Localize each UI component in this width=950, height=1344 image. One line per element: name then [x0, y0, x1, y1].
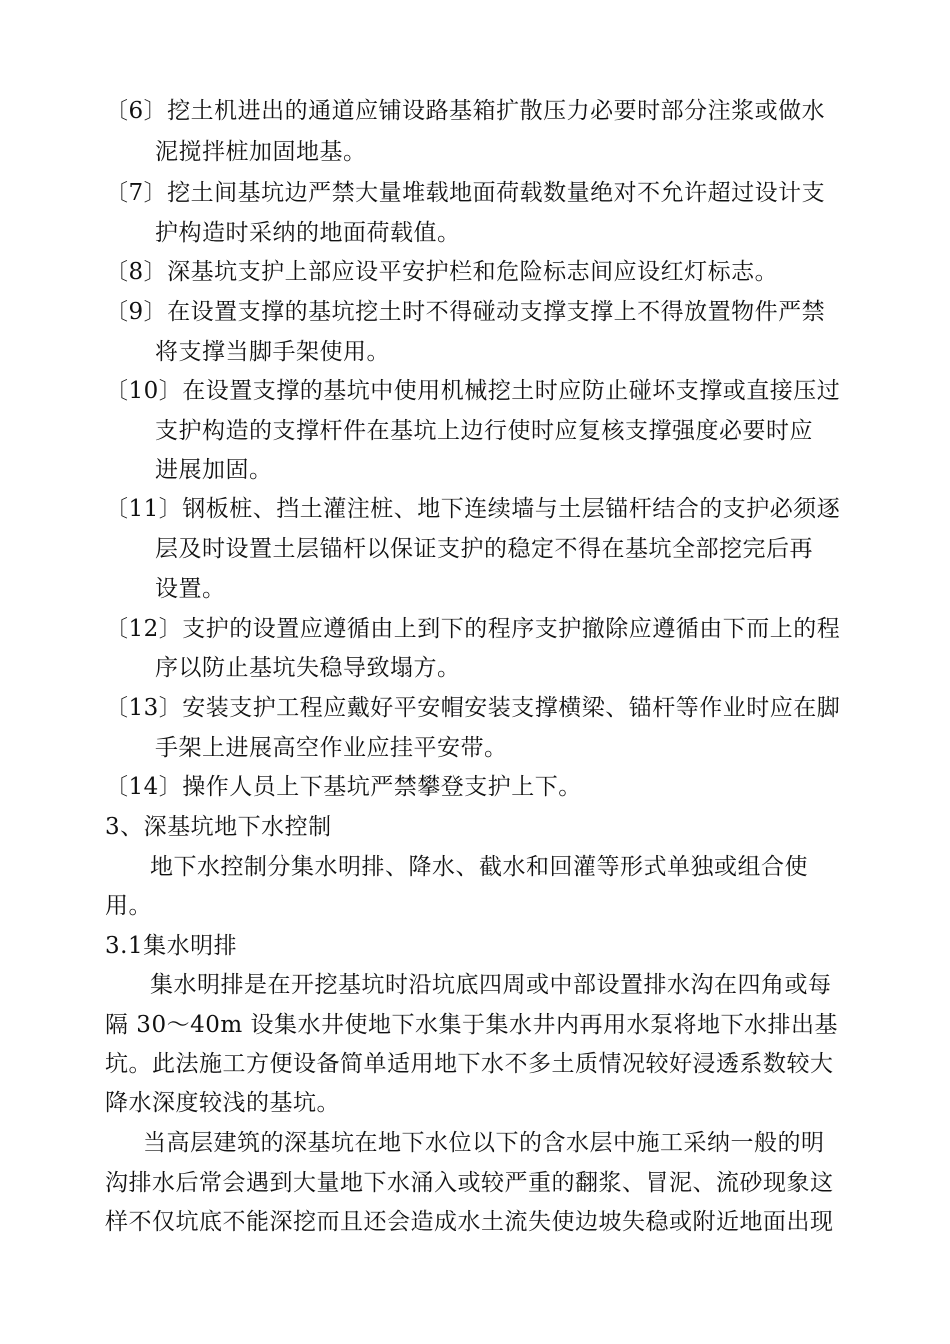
list-item-7-line-1: 〔7〕挖土间基坑边严禁大量堆载地面荷载数量绝对不允许超过设计支 [105, 180, 826, 206]
item-label: 〔9〕 [105, 299, 168, 325]
item-label: 〔7〕 [105, 180, 168, 206]
section-3-1-paragraph-1-line-3: 坑。此法施工方便设备简单适用地下水不多土质情况较好浸透系数较大 [105, 1051, 834, 1077]
section-3-1-paragraph-1-line-2: 隔 30～40m 设集水井使地下水集于集水井内再用水泵将地下水排出基 [105, 1012, 838, 1038]
item-label: 〔13〕 [105, 695, 183, 721]
list-item-6-line-1: 〔6〕挖土机进出的通道应铺设路基箱扩散压力必要时部分注浆或做水 [105, 98, 826, 124]
list-item-13-line-2: 手架上进展高空作业应挂平安带。 [155, 735, 508, 761]
item-label: 〔12〕 [105, 616, 183, 642]
section-3-1-paragraph-1-line-4: 降水深度较浅的基坑。 [105, 1090, 340, 1116]
item-label: 〔10〕 [105, 378, 183, 404]
section-3-1-paragraph-2-line-3: 样不仅坑底不能深挖而且还会造成水土流失使边坡失稳或附近地面出现 [105, 1209, 834, 1235]
list-item-11-line-2: 层及时设置土层锚杆以保证支护的稳定不得在基坑全部挖完后再 [155, 536, 813, 562]
item-label: 〔6〕 [105, 98, 168, 124]
item-label: 〔11〕 [105, 496, 183, 522]
section-3-paragraph-line-2: 用。 [105, 893, 152, 919]
item-label: 〔8〕 [105, 259, 168, 285]
section-3-paragraph-line-1: 地下水控制分集水明排、降水、截水和回灌等形式单独或组合使 [150, 854, 808, 880]
list-item-9-line-2: 将支撑当脚手架使用。 [155, 339, 390, 365]
list-item-12-line-2: 序以防止基坑失稳导致塌方。 [155, 655, 461, 681]
list-item-12-line-1: 〔12〕支护的设置应遵循由上到下的程序支护撤除应遵循由下而上的程 [105, 616, 841, 642]
list-item-13-line-1: 〔13〕安装支护工程应戴好平安帽安装支撑横梁、锚杆等作业时应在脚 [105, 695, 841, 721]
list-item-6-line-2: 泥搅拌桩加固地基。 [155, 139, 367, 165]
section-3-1-paragraph-2-line-2: 沟排水后常会遇到大量地下水涌入或较严重的翻浆、冒泥、流砂现象这 [105, 1170, 834, 1196]
section-3-heading: 3、深基坑地下水控制 [105, 814, 332, 840]
list-item-10-line-1: 〔10〕在设置支撑的基坑中使用机械挖土时应防止碰坏支撑或直接压过 [105, 378, 841, 404]
item-label: 〔14〕 [105, 774, 183, 800]
list-item-10-line-2: 支护构造的支撑杆件在基坑上边行使时应复核支撑强度必要时应 [155, 418, 813, 444]
section-3-1-paragraph-1-line-1: 集水明排是在开挖基坑时沿坑底四周或中部设置排水沟在四角或每 [150, 972, 832, 998]
list-item-10-line-3: 进展加固。 [155, 457, 273, 483]
section-3-1-heading: 3.1集水明排 [105, 933, 238, 959]
list-item-14-line-1: 〔14〕操作人员上下基坑严禁攀登支护上下。 [105, 774, 582, 800]
list-item-11-line-3: 设置。 [155, 576, 226, 602]
list-item-9-line-1: 〔9〕在设置支撑的基坑挖土时不得碰动支撑支撑上不得放置物件严禁 [105, 299, 826, 325]
list-item-11-line-1: 〔11〕钢板桩、挡土灌注桩、地下连续墙与土层锚杆结合的支护必须逐 [105, 496, 841, 522]
section-3-1-paragraph-2-line-1: 当高层建筑的深基坑在地下水位以下的含水层中施工采纳一般的明 [143, 1130, 825, 1156]
list-item-8-line-1: 〔8〕深基坑支护上部应设平安护栏和危险标志间应设红灯标志。 [105, 259, 779, 285]
list-item-7-line-2: 护构造时采纳的地面荷载值。 [155, 220, 461, 246]
